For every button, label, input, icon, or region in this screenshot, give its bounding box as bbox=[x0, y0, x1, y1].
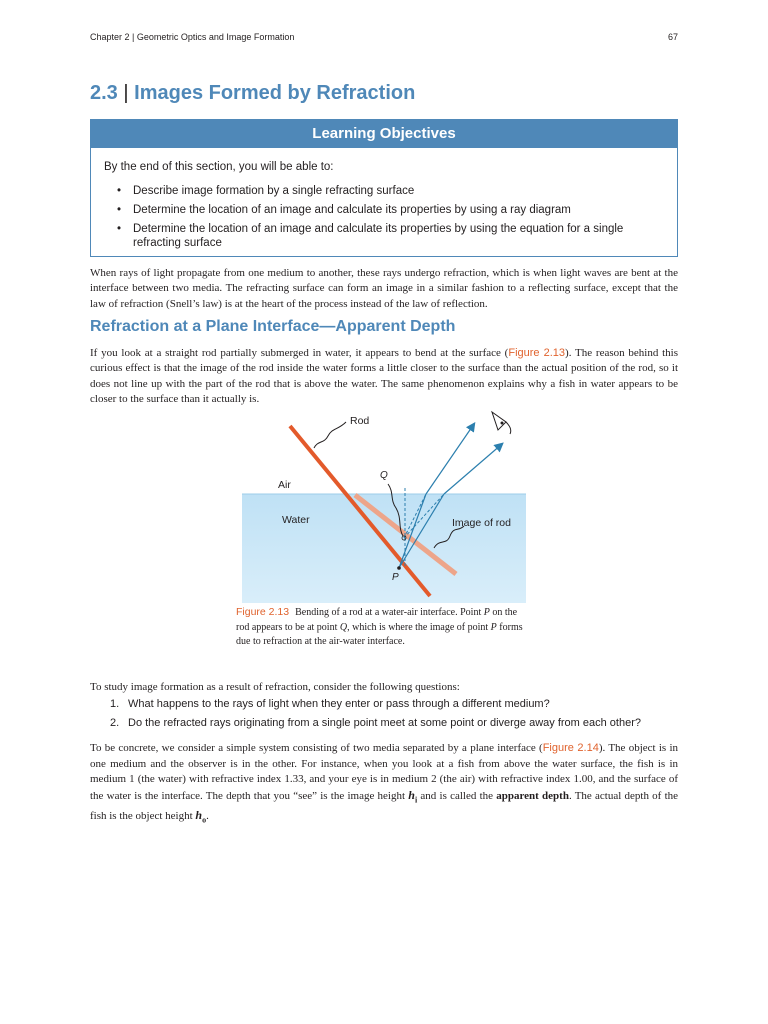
learning-objectives-box bbox=[90, 119, 678, 257]
para4-text: and is called the bbox=[417, 789, 497, 802]
rod-leader bbox=[314, 422, 346, 448]
page-number: 67 bbox=[667, 32, 678, 42]
subsection-title: Refraction at a Plane Interface—Apparent Depth bbox=[90, 318, 456, 335]
caption-point-p: P bbox=[483, 607, 490, 618]
objective-item: • Determine the location of an image and calculate its properties by using a ray diagram bbox=[117, 203, 647, 217]
list-item bbox=[110, 717, 670, 729]
para4-text: . bbox=[206, 809, 209, 822]
caption-text: on the rod appears to be at point bbox=[236, 607, 518, 633]
ray-1-air bbox=[426, 424, 474, 494]
object-height-symbol bbox=[195, 807, 207, 825]
math-sub: i bbox=[414, 795, 418, 805]
section-heading: Images Formed by Refraction bbox=[134, 82, 416, 104]
caption-text: , which is where the image of point bbox=[347, 621, 491, 633]
objective-item: • Determine the location of an image and calculate its properties by using the equation for a single refracting surface bbox=[117, 222, 647, 250]
ray-2-air bbox=[444, 444, 502, 494]
image-of-rod-label: Image of rod bbox=[452, 517, 511, 529]
section-title bbox=[90, 82, 415, 105]
list-number: 2. bbox=[110, 717, 120, 729]
chapter-title: Chapter 2 | Geometric Optics and Image Formation bbox=[90, 32, 295, 42]
para4-text: . The actual depth of the fish is the object height bbox=[90, 789, 679, 822]
math-base: h bbox=[408, 787, 415, 802]
section-separator: | bbox=[123, 82, 129, 104]
rod-label: Rod bbox=[350, 415, 370, 427]
paragraph-questions-intro: To study image formation as a result of refraction, consider the following questions: bbox=[90, 681, 460, 693]
intro-paragraph: When rays of light propagate from one medium to another, these rays undergo refraction, which is when light waves are bent at the interface between two media. The refracting surface can form an image in a similar fashion to a reflecting surface, except that the law of refraction (Snell’s law) is at the heart of the process instead of the law of reflection. bbox=[90, 267, 678, 310]
learning-objectives-title: Learning Objectives bbox=[91, 120, 677, 148]
section-number: 2.3 bbox=[90, 82, 118, 104]
p-label: P bbox=[392, 572, 399, 583]
running-header bbox=[90, 32, 678, 42]
water-label: Water bbox=[282, 514, 310, 526]
objective-item: • Describe image formation by a single refracting surface bbox=[117, 184, 647, 198]
questions-list bbox=[110, 698, 670, 736]
para4-text: ). The object is in one medium and the observer is in the other. For instance, when you look at a fish from above the water surface, the fish is in medium 1 (the water) with refractive index 1.33, and your eye is in medium 2 (the air) with refractive index 1.00, and the surface of the water is the interface. The depth that you “see” is the image height bbox=[90, 742, 678, 802]
point-p-marker bbox=[397, 566, 401, 570]
figure-caption bbox=[236, 605, 530, 650]
figure-caption-label: Figure 2.13 bbox=[236, 606, 290, 618]
paragraph-rod bbox=[90, 346, 678, 407]
list-text: What happens to the rays of light when they enter or pass through a different medium? bbox=[128, 698, 550, 710]
apparent-depth-term: apparent depth bbox=[496, 789, 569, 802]
para2-text-2: ). The reason behind this curious effect is that the image of the rod inside the water forms a little closer to the surface than the actual position of the rod, so it does not line up with the part of the rod that is above the water. The same phenomenon explains why a fish in water appears to be closer to the surface than it actually is. bbox=[90, 347, 679, 405]
refraction-diagram bbox=[242, 408, 532, 603]
para4-text: To be concrete, we consider a simple system consisting of two media separated by a plane interface ( bbox=[90, 742, 543, 754]
list-number: 1. bbox=[110, 698, 120, 710]
list-item bbox=[110, 698, 670, 710]
water-region bbox=[242, 494, 526, 603]
caption-point-q: Q bbox=[339, 621, 348, 633]
list-text: Do the refracted rays originating from a single point meet at some point or diverge away from each other? bbox=[128, 717, 641, 729]
figure-2-13-link[interactable]: Figure 2.13 bbox=[508, 347, 566, 359]
figure-2-14-link[interactable]: Figure 2.14 bbox=[542, 742, 599, 754]
para2-text-1: If you look at a straight rod partially submerged in water, it appears to bend at the surface ( bbox=[90, 347, 509, 359]
eye-icon bbox=[492, 412, 511, 434]
image-height-symbol bbox=[408, 787, 418, 805]
math-base: h bbox=[195, 807, 203, 822]
paragraph-apparent-depth bbox=[90, 741, 678, 828]
math-sub: o bbox=[202, 815, 207, 825]
objectives-list bbox=[117, 184, 647, 255]
figure-2-13 bbox=[242, 408, 532, 603]
q-label: Q bbox=[380, 470, 388, 481]
air-label: Air bbox=[278, 479, 291, 491]
caption-text: forms due to refraction at the air-water interface. bbox=[236, 621, 523, 647]
caption-text: Bending of a rod at a water-air interface. Point bbox=[295, 607, 484, 618]
objectives-intro: By the end of this section, you will be able to: bbox=[104, 161, 334, 173]
caption-point-p: P bbox=[490, 621, 497, 633]
